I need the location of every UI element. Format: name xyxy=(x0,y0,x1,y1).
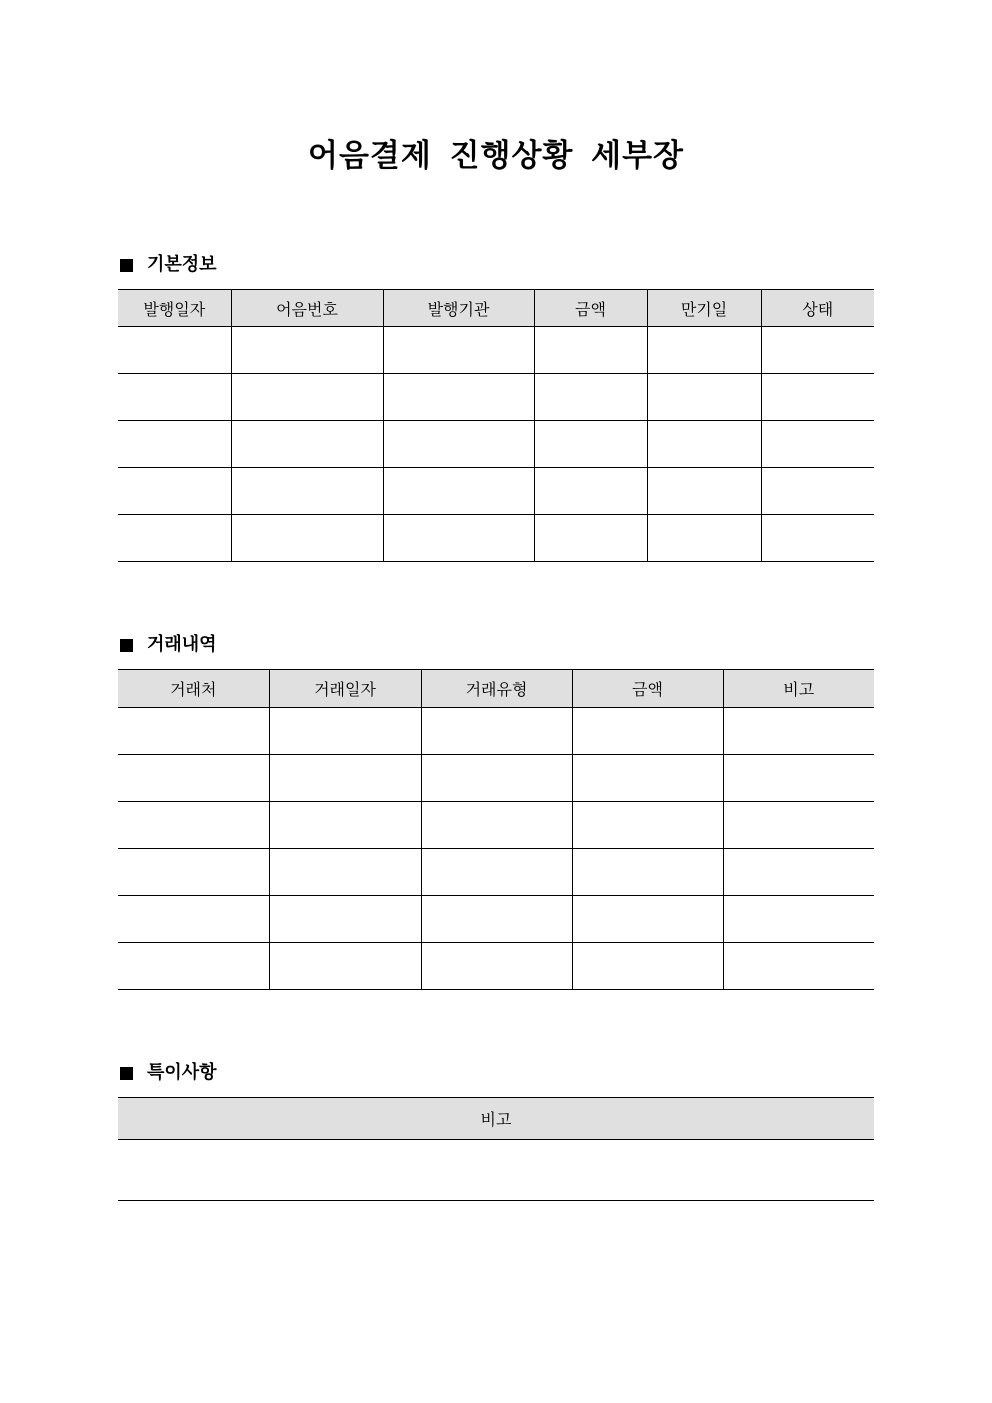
table-cell[interactable] xyxy=(383,515,534,562)
table-cell[interactable] xyxy=(647,374,761,421)
table-cell[interactable] xyxy=(761,421,874,468)
notes-cell[interactable] xyxy=(118,1140,874,1201)
table-cell[interactable] xyxy=(231,421,383,468)
table-cell[interactable] xyxy=(723,802,874,849)
table-cell[interactable] xyxy=(647,421,761,468)
table-cell[interactable] xyxy=(118,421,231,468)
table-cell[interactable] xyxy=(761,468,874,515)
table-cell[interactable] xyxy=(723,755,874,802)
column-header-trade-date: 거래일자 xyxy=(269,670,421,708)
table-cell[interactable] xyxy=(383,468,534,515)
table-cell[interactable] xyxy=(572,943,723,990)
table-cell[interactable] xyxy=(231,327,383,374)
table-cell[interactable] xyxy=(647,327,761,374)
table-cell[interactable] xyxy=(761,515,874,562)
table-cell[interactable] xyxy=(761,374,874,421)
section-heading-basic xyxy=(118,253,217,277)
table-cell[interactable] xyxy=(118,515,231,562)
table-row xyxy=(118,327,874,374)
table-cell[interactable] xyxy=(383,421,534,468)
table-cell[interactable] xyxy=(118,943,269,990)
table-cell[interactable] xyxy=(118,849,269,896)
table-cell[interactable] xyxy=(761,327,874,374)
black-square-icon xyxy=(120,1067,133,1080)
table-cell[interactable] xyxy=(421,849,572,896)
table-cell[interactable] xyxy=(118,374,231,421)
table-cell[interactable] xyxy=(231,468,383,515)
table-cell[interactable] xyxy=(572,802,723,849)
table-cell[interactable] xyxy=(647,468,761,515)
table-cell[interactable] xyxy=(572,896,723,943)
table-cell[interactable] xyxy=(647,515,761,562)
table-row xyxy=(118,802,874,849)
table-cell[interactable] xyxy=(723,849,874,896)
table-header-row xyxy=(118,290,874,327)
table-cell[interactable] xyxy=(118,755,269,802)
table-header-row xyxy=(118,1098,874,1140)
table-cell[interactable] xyxy=(572,849,723,896)
table-row xyxy=(118,896,874,943)
table-cell[interactable] xyxy=(723,896,874,943)
black-square-icon xyxy=(120,639,133,652)
table-cell[interactable] xyxy=(269,708,421,755)
table-row xyxy=(118,1140,874,1201)
column-header-issuer: 발행기관 xyxy=(383,290,534,327)
section-heading-label: 특이사항 xyxy=(147,1062,217,1083)
table-cell[interactable] xyxy=(118,708,269,755)
table-row xyxy=(118,515,874,562)
table-cell[interactable] xyxy=(421,755,572,802)
column-header-status: 상태 xyxy=(761,290,874,327)
table-cell[interactable] xyxy=(421,896,572,943)
table-cell[interactable] xyxy=(534,374,647,421)
table-cell[interactable] xyxy=(269,849,421,896)
table-cell[interactable] xyxy=(231,515,383,562)
table-cell[interactable] xyxy=(723,943,874,990)
table-cell[interactable] xyxy=(534,515,647,562)
column-header-amount: 금액 xyxy=(534,290,647,327)
black-square-icon xyxy=(120,259,133,272)
table-cell[interactable] xyxy=(118,327,231,374)
section-heading-notes xyxy=(118,1061,217,1085)
table-header-row xyxy=(118,670,874,708)
column-header-remarks: 비고 xyxy=(723,670,874,708)
table-cell[interactable] xyxy=(383,327,534,374)
table-cell[interactable] xyxy=(421,802,572,849)
column-header-issue-date: 발행일자 xyxy=(118,290,231,327)
table-row xyxy=(118,755,874,802)
table-cell[interactable] xyxy=(231,374,383,421)
table-cell[interactable] xyxy=(269,896,421,943)
table-row xyxy=(118,849,874,896)
notes-table xyxy=(118,1097,874,1201)
section-heading-label: 거래내역 xyxy=(147,634,217,655)
table-row xyxy=(118,708,874,755)
table-cell[interactable] xyxy=(421,943,572,990)
column-header-trade-type: 거래유형 xyxy=(421,670,572,708)
basic-info-table xyxy=(118,289,874,562)
table-cell[interactable] xyxy=(534,468,647,515)
column-header-amount: 금액 xyxy=(572,670,723,708)
column-header-counterparty: 거래처 xyxy=(118,670,269,708)
column-header-remarks: 비고 xyxy=(118,1098,874,1140)
table-cell[interactable] xyxy=(534,327,647,374)
table-row xyxy=(118,468,874,515)
table-cell[interactable] xyxy=(118,802,269,849)
table-cell[interactable] xyxy=(383,374,534,421)
table-row xyxy=(118,943,874,990)
table-cell[interactable] xyxy=(118,468,231,515)
table-cell[interactable] xyxy=(534,421,647,468)
column-header-maturity-date: 만기일 xyxy=(647,290,761,327)
section-heading-transactions xyxy=(118,633,217,657)
table-cell[interactable] xyxy=(723,708,874,755)
section-heading-label: 기본정보 xyxy=(147,254,217,275)
table-cell[interactable] xyxy=(269,755,421,802)
column-header-note-number: 어음번호 xyxy=(231,290,383,327)
table-cell[interactable] xyxy=(269,943,421,990)
page-title: 어음결제 진행상황 세부장 xyxy=(308,138,684,174)
transactions-table xyxy=(118,669,874,990)
table-row xyxy=(118,421,874,468)
table-cell[interactable] xyxy=(118,896,269,943)
table-cell[interactable] xyxy=(572,708,723,755)
table-cell[interactable] xyxy=(421,708,572,755)
table-cell[interactable] xyxy=(572,755,723,802)
table-row xyxy=(118,374,874,421)
table-cell[interactable] xyxy=(269,802,421,849)
